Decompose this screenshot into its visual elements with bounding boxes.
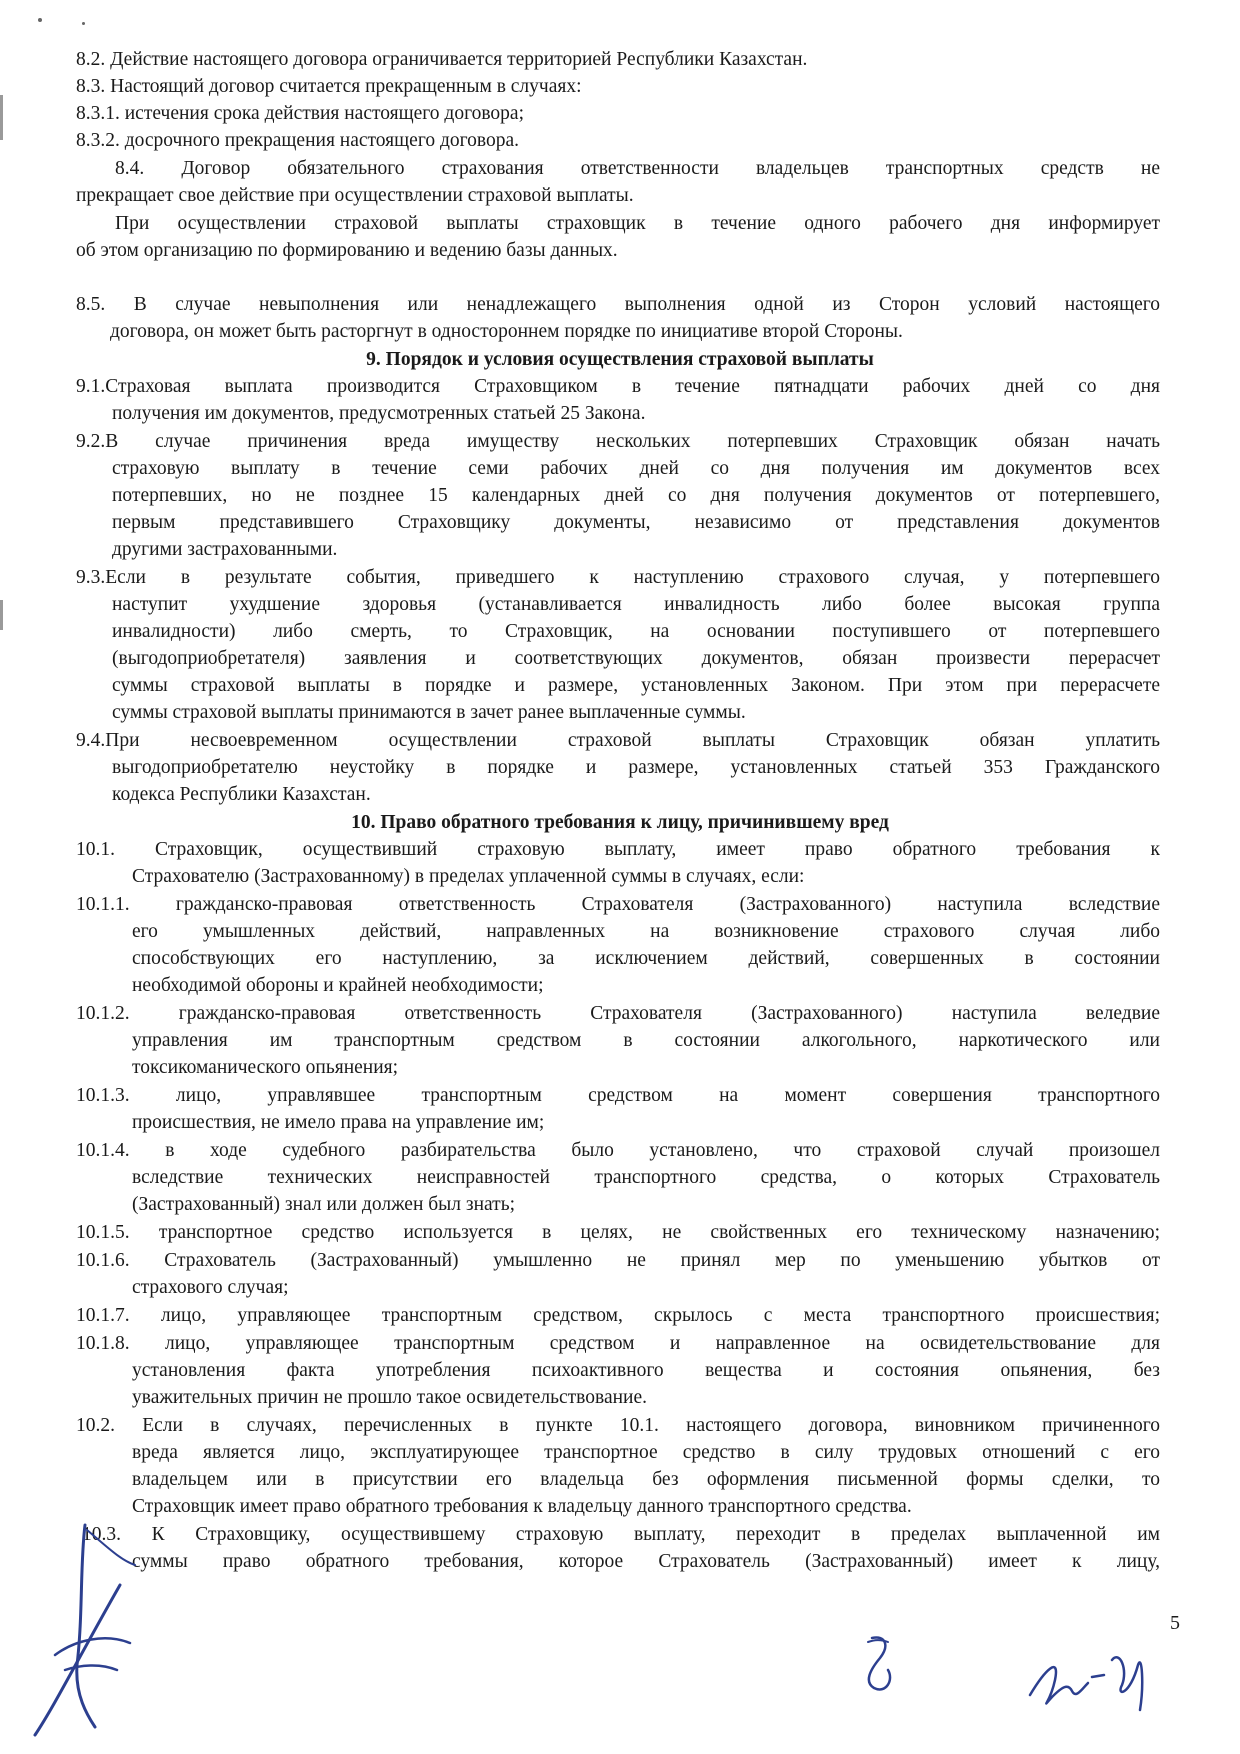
clause-10-1-1-cont: его умышленных действий, направленных на возникновение страхового случая либо <box>132 921 1160 942</box>
clause-9-2: 9.2.В случае причинения вреда имуществу нескольких потерпевших Страховщик обязан начать <box>76 431 1160 452</box>
clause-10-1-4-cont: (Застрахованный) знал или должен был знать; <box>132 1194 516 1215</box>
clause-9-3-cont: наступит ухудшение здоровья (устанавливается инвалидность либо более высокая группа <box>112 594 1160 615</box>
clause-10-1-7: 10.1.7. лицо, управляющее транспортным средством, скрылось с места транспортного происшествия; <box>76 1305 1160 1326</box>
clause-8-4-para: При осуществлении страховой выплаты страховщик в течение одного рабочего дня информирует <box>115 213 1160 234</box>
clause-10-1-1-cont: способствующих его наступлению, за исключением действий, совершенных в состоянии <box>132 948 1160 969</box>
clause-9-2-cont: другими застрахованными. <box>112 539 338 560</box>
clause-9-1: 9.1.Страховая выплата производится Страховщиком в течение пятнадцати рабочих дней со дня <box>76 376 1160 397</box>
clause-8-2: 8.2. Действие настоящего договора ограничивается территорией Республики Казахстан. <box>76 49 808 70</box>
clause-10-1-3-cont: происшествия, не имело права на управление им; <box>132 1112 545 1133</box>
clause-8-3-1: 8.3.1. истечения срока действия настоящего договора; <box>76 103 524 124</box>
clause-9-3-cont: инвалидности) либо смерть, то Страховщик, на основании поступившего от потерпевшего <box>112 621 1160 642</box>
clause-10-3-cont: суммы право обратного требования, которое Страхователь (Застрахованный) имеет к лицу, <box>132 1551 1160 1572</box>
page-number: 5 <box>1170 1612 1180 1634</box>
clause-9-3-cont: суммы страховой выплаты принимаются в зачет ранее выплаченные суммы. <box>112 702 746 723</box>
clause-10-1-6-cont: страхового случая; <box>132 1277 289 1298</box>
clause-8-4: 8.4. Договор обязательного страхования ответственности владельцев транспортных средств не <box>115 158 1160 179</box>
clause-10-1-cont: Страхователю (Застрахованному) в пределах уплаченной суммы в случаях, если: <box>132 866 805 887</box>
clause-9-4-cont: выгодоприобретателю неустойку в порядке и размере, установленных статьей 353 Гражданского <box>112 757 1160 778</box>
clause-10-3: 10.3. К Страховщику, осуществившему страховую выплату, переходит в пределах выплаченной им <box>82 1524 1160 1545</box>
clause-9-4: 9.4.При несвоевременном осуществлении страховой выплаты Страховщик обязан уплатить <box>76 730 1160 751</box>
clause-8-4-cont: прекращает свое действие при осуществлении страховой выплаты. <box>76 185 634 206</box>
clause-9-4-cont: кодекса Республики Казахстан. <box>112 784 371 805</box>
clause-10-2-cont: Страховщик имеет право обратного требования к владельцу данного транспортного средства. <box>132 1496 912 1517</box>
clause-10-1-8: 10.1.8. лицо, управляющее транспортным средством и направленное на освидетельствование для <box>76 1333 1160 1354</box>
clause-9-2-cont: страховую выплату в течение семи рабочих дней со дня получения им документов всех <box>112 458 1160 479</box>
clause-10-1-8-cont: установления факта употребления психоактивного вещества и состояния опьянения, без <box>132 1360 1160 1381</box>
clause-10-1-2-cont: токсикоманического опьянения; <box>132 1057 399 1078</box>
clause-9-2-cont: первым представившего Страховщику документы, независимо от представления документов <box>112 512 1160 533</box>
clause-8-3-2: 8.3.2. досрочного прекращения настоящего договора. <box>76 130 519 151</box>
clause-10-1-2-cont: управления им транспортным средством в состоянии алкогольного, наркотического или <box>132 1030 1160 1051</box>
clause-10-1-2: 10.1.2. гражданско-правовая ответственность Страхователя (Застрахованного) наступила веледвие <box>76 1003 1160 1024</box>
clause-10-1-1-cont: необходимой обороны и крайней необходимости; <box>132 975 544 996</box>
clause-8-4-para-cont: об этом организацию по формированию и ведению базы данных. <box>76 240 618 261</box>
clause-10-1-4: 10.1.4. в ходе судебного разбирательства было установлено, что страховой случай произошел <box>76 1140 1160 1161</box>
clause-9-3-cont: суммы страховой выплаты в порядке и размере, установленных Законом. При этом при перерасчете <box>112 675 1160 696</box>
clause-9-3-cont: (выгодоприобретателя) заявления и соответствующих документов, обязан произвести перерасчет <box>112 648 1160 669</box>
clause-10-1-8-cont: уважительных причин не прошло такое освидетельствование. <box>132 1387 648 1408</box>
clause-10-1-5: 10.1.5. транспортное средство используется в целях, не свойственных его техническому назначению; <box>76 1222 1160 1243</box>
clause-10-1-1: 10.1.1. гражданско-правовая ответственность Страхователя (Застрахованного) наступила вследствие <box>76 894 1160 915</box>
clause-8-5: 8.5. В случае невыполнения или ненадлежащего выполнения одной из Сторон условий настоящего <box>76 294 1160 315</box>
scan-edge-mark <box>0 600 3 630</box>
scan-speck <box>38 18 42 22</box>
scan-edge-mark <box>0 95 3 140</box>
clause-10-1-3: 10.1.3. лицо, управлявшее транспортным средством на момент совершения транспортного <box>76 1085 1160 1106</box>
section-10-heading: 10. Право обратного требования к лицу, причинившему вред <box>351 812 889 833</box>
clause-8-3: 8.3. Настоящий договор считается прекращенным в случаях: <box>76 76 582 97</box>
section-9-heading: 9. Порядок и условия осуществления страховой выплаты <box>366 349 874 370</box>
signature-left <box>25 1505 145 1745</box>
clause-10-2-cont: вреда является лицо, эксплуатирующее транспортное средство в силу трудовых отношений с его <box>132 1442 1160 1463</box>
clause-10-1-6: 10.1.6. Страхователь (Застрахованный) умышленно не принял мер по уменьшению убытков от <box>76 1250 1160 1271</box>
clause-10-1-4-cont: вследствие технических неисправностей транспортного средства, о которых Страхователь <box>132 1167 1160 1188</box>
signature-initial-middle <box>850 1630 910 1700</box>
scan-speck <box>82 22 85 25</box>
clause-8-5-cont: договора, он может быть расторгнут в одностороннем порядке по инициативе второй Стороны. <box>110 321 903 342</box>
clause-10-2: 10.2. Если в случаях, перечисленных в пункте 10.1. настоящего договора, виновником причиненного <box>76 1415 1160 1436</box>
signature-right <box>1020 1625 1170 1725</box>
clause-10-2-cont: владельцем или в присутствии его владельца без оформления письменной формы сделки, то <box>132 1469 1160 1490</box>
clause-10-1: 10.1. Страховщик, осуществивший страховую выплату, имеет право обратного требования к <box>76 839 1160 860</box>
clause-9-3: 9.3.Если в результате события, приведшего к наступлению страхового случая, у потерпевшего <box>76 567 1160 588</box>
clause-9-1-cont: получения им документов, предусмотренных статьей 25 Закона. <box>112 403 646 424</box>
clause-9-2-cont: потерпевших, но не позднее 15 календарных дней со дня получения документов от потерпевшего, <box>112 485 1160 506</box>
